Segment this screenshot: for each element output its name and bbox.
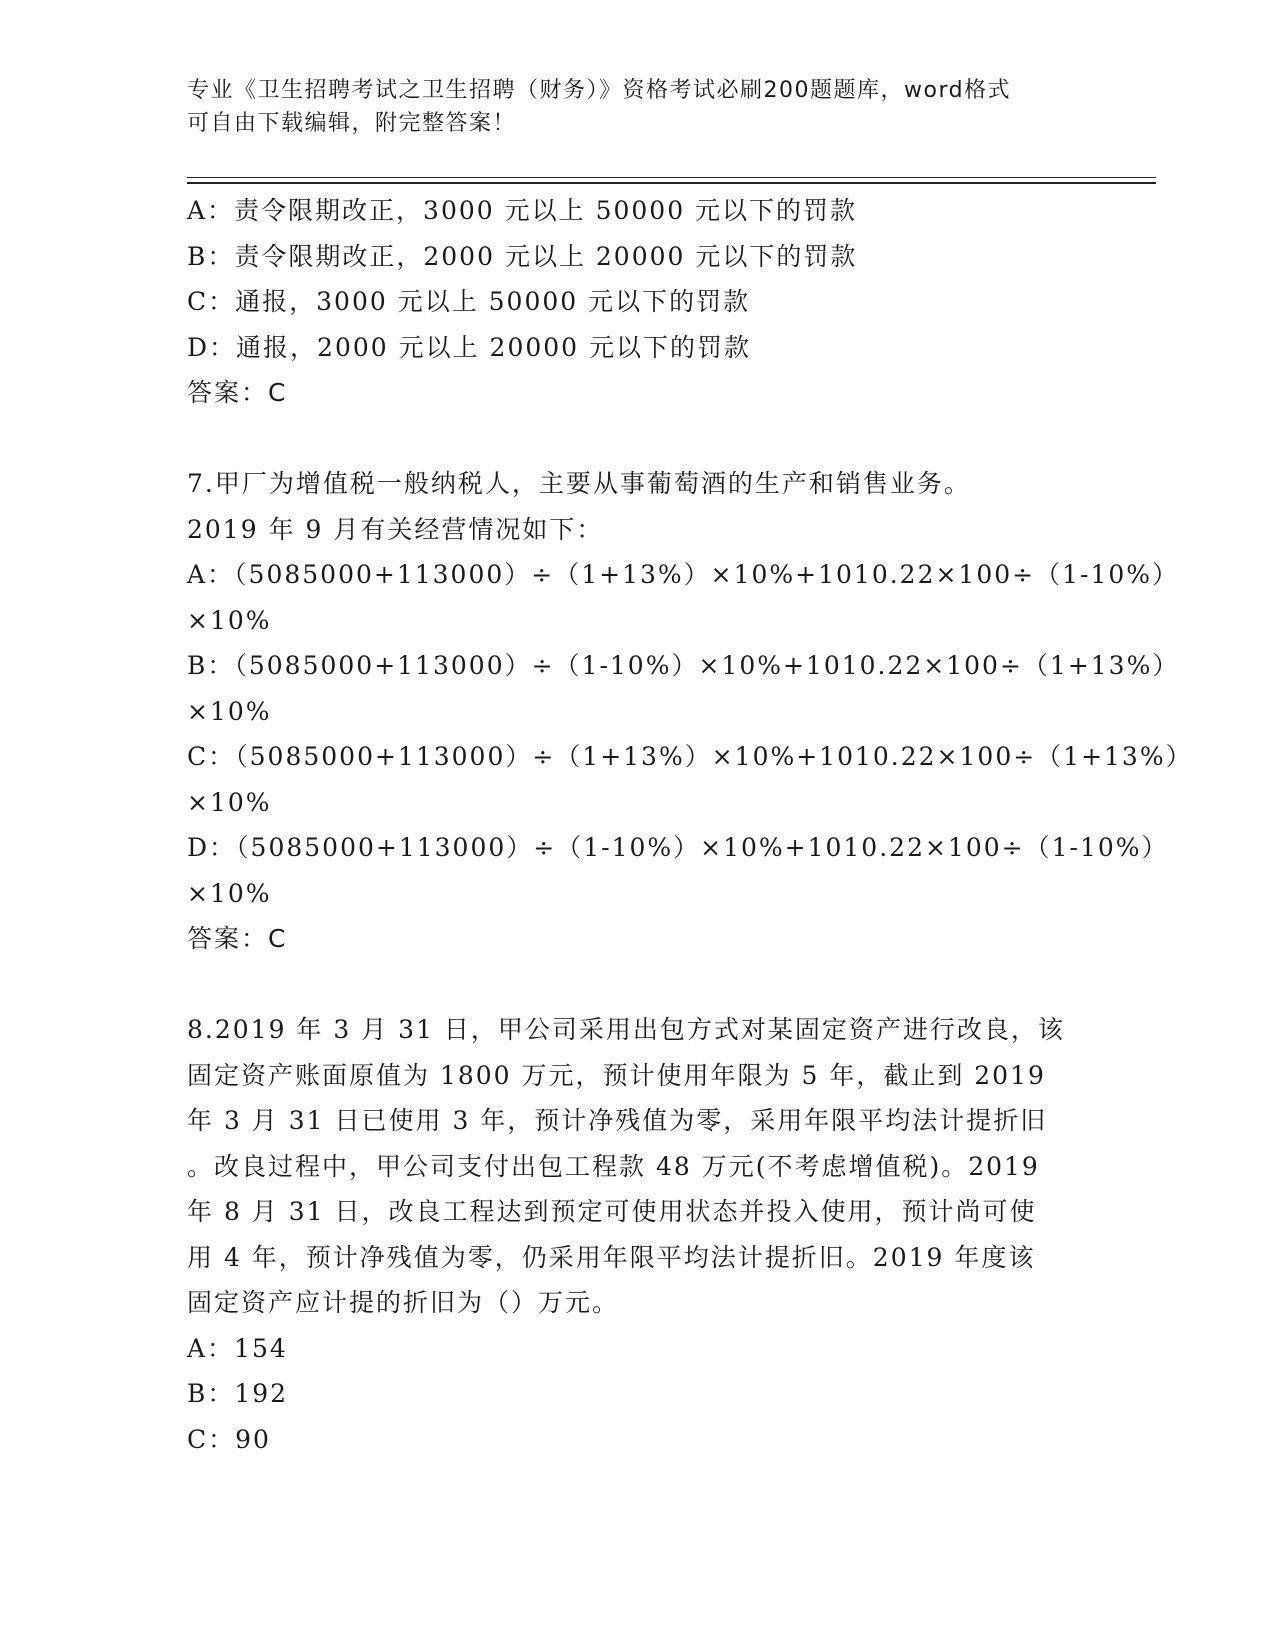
option-b: B：（5085000+113000）÷（1-10%）×10%+1010.22×100÷（1+13%） [187, 651, 1180, 680]
option-c: C：90 [187, 1424, 271, 1454]
stem-line: 用 4 年，预计净残值为零，仍采用年限平均法计提折旧。2019 年度该 [187, 1242, 1036, 1272]
option-b: B：192 [187, 1379, 289, 1408]
option-b-continued: ×10% [187, 696, 272, 726]
stem-line: 固定资产账面原值为 1800 万元，预计使用年限为 5 年，截止到 2019 [187, 1060, 1046, 1090]
option-c-continued: ×10% [187, 787, 272, 817]
spacer [187, 416, 1087, 462]
option-a: A：责令限期改正，3000 元以上 50000 元以下的罚款 [187, 196, 858, 225]
question-8-stem [187, 1007, 1087, 1326]
option-d: D：（5085000+113000）÷（1-10%）×10%+1010.22×100÷（1-10%） [187, 833, 1169, 862]
option-c: C：（5085000+113000）÷（1+13%）×10%+1010.22×100÷（1+13%） [187, 742, 1193, 771]
spacer [187, 962, 1087, 1008]
question-6-options [187, 188, 1087, 370]
option-a: A：154 [187, 1333, 288, 1363]
question-8-options [187, 1326, 1087, 1463]
header-divider-thick [187, 182, 1156, 184]
stem-line: 固定资产应计提的折旧为（）万元。 [187, 1288, 620, 1317]
stem-line: 年 8 月 31 日，改良工程达到预定可使用状态并投入使用，预计尚可使 [187, 1197, 1037, 1226]
question-content [187, 188, 1193, 1462]
stem-line: 7.甲厂为增值税一般纳税人，主要从事葡萄酒的生产和销售业务。 [187, 469, 971, 498]
question-7-options [187, 552, 1193, 916]
header-line-1: 专业《卫生招聘考试之卫生招聘（财务）》资格考试必刷200题题库，word格式 [187, 78, 1012, 103]
option-a-continued: ×10% [187, 605, 272, 635]
header-divider-thin [187, 177, 1156, 178]
option-d: D：通报，2000 元以上 20000 元以下的罚款 [187, 332, 752, 362]
question-7-stem [187, 461, 1087, 552]
stem-line: 2019 年 9 月有关经营情况如下： [187, 514, 604, 544]
document-header [187, 74, 1087, 140]
stem-line: 年 3 月 31 日已使用 3 年，预计净残值为零，采用年限平均法计提折旧 [187, 1106, 1048, 1135]
header-line-2: 可自由下载编辑，附完整答案！ [187, 111, 517, 136]
question-6-answer: 答案：C [187, 378, 288, 407]
option-d-continued: ×10% [187, 878, 272, 908]
option-a: A：（5085000+113000）÷（1+13%）×10%+1010.22×100÷（1-10%） [187, 560, 1180, 589]
option-c: C：通报，3000 元以上 50000 元以下的罚款 [187, 287, 751, 316]
question-7-answer: 答案：C [187, 924, 288, 953]
option-b: B：责令限期改正，2000 元以上 20000 元以下的罚款 [187, 241, 858, 271]
stem-line: 。改良过程中，甲公司支付出包工程款 48 万元(不考虑增值税)。2019 [187, 1151, 1040, 1181]
stem-line: 8.2019 年 3 月 31 日，甲公司采用出包方式对某固定资产进行改良，该 [187, 1015, 1065, 1044]
